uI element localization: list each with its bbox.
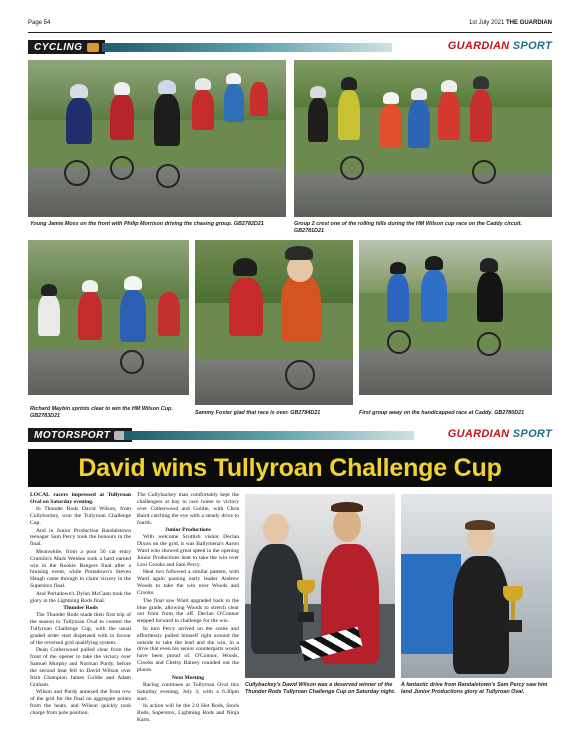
article-paragraph: Dean Cotherwood pulled clear from the front of the opener to take the victory over Samuel Murphy and Norman Purdy, before the second heat fell to David Wilson over Irish Champion James Goldie and Adam Graham. bbox=[30, 647, 131, 688]
caption-photo-1: Young Jamie Moss on the front with Philip Morrison driving the chasing group. GB2782D21 bbox=[30, 221, 264, 227]
subheading: Junior Productions bbox=[165, 527, 211, 534]
headline: David wins Tullyroan Challenge Cup bbox=[78, 453, 502, 482]
page-header bbox=[28, 18, 552, 30]
article-paragraph: Meanwhile, from a poor 50 car entry Crumlin's Mark Weldon took a hard earned win in the Rookie Bangers final after a bruising event, while Portadown's Steven Haugh came through to claim victory in the Superstox final. bbox=[30, 548, 131, 590]
article-paragraph: Racing continues at Tullyroan Oval this Saturday evening, July 3, with a 6.30pm start. bbox=[137, 681, 239, 702]
subheading: Thunder Rods bbox=[63, 605, 98, 611]
caption-photo-7: A fantastic drive from Randalstown's Sam Percy saw him land Junior Productions glory at Tullyroan Oval. bbox=[401, 682, 548, 695]
cycling-tag-label: CYCLING bbox=[34, 41, 83, 53]
issue-date bbox=[469, 20, 552, 26]
date-text: 1st July 2021 bbox=[468, 20, 505, 26]
header-rule bbox=[28, 32, 552, 33]
article-paragraph: In Thunder Rods David Wilson, from Cullybackey, won the Tullyroan Challenge Cup. bbox=[30, 506, 131, 527]
cycling-section-bar bbox=[28, 40, 552, 54]
section-gradient bbox=[102, 43, 392, 52]
section-gradient bbox=[124, 431, 414, 440]
article-paragraph: The Cullybackey man comfortably kept the challengers at bay to race home to victory over Cotherwood and Goldie, with Chris Baird catching the eye with a steady drive to fourth. bbox=[137, 492, 239, 526]
caption-photo-5: First group away on the handicapped race at Caddy. GB2780D21 bbox=[359, 410, 525, 416]
trophy-icon bbox=[501, 586, 525, 634]
trophy-icon bbox=[295, 580, 317, 624]
motorsport-tag bbox=[28, 428, 132, 442]
article-paragraph: Wilson and Purdy annexed the front row of the grid for the final on aggregate points from the heats, and Wilson quickly took charge from pole position. bbox=[30, 689, 131, 717]
page-number: Page 54 bbox=[28, 20, 51, 26]
article-column-2 bbox=[137, 492, 239, 724]
brand-guardian: GUARDIAN bbox=[447, 40, 510, 52]
photo-maybin-sprint bbox=[28, 240, 189, 395]
headline-bar bbox=[28, 449, 552, 487]
caption-photo-3: Richard Maybin sprints clear to win the HM Wilson Cup. GB2783D21 bbox=[30, 406, 173, 419]
photo-sammy-foster bbox=[195, 240, 353, 405]
brand-sport: SPORT bbox=[512, 428, 552, 440]
photo-david-wilson-trophy bbox=[245, 494, 395, 678]
motorsport-section-bar bbox=[28, 428, 552, 442]
brand-guardian: GUARDIAN bbox=[447, 428, 510, 440]
article-paragraph: With welcome Scottish visitor Declan Dixon on the grid, it was Ballymena's Aaron Ward who showed great speed in the opening Junior Productions heat to take the win over Lexi Crooks and Sam Percy. bbox=[137, 534, 239, 569]
guardian-sport-logo bbox=[448, 40, 552, 52]
article-paragraph: The final saw Ward upgraded back to the blue grade, allowing Woods to stretch clear out front from the off. Declan O'Connor stepped forward to challenge for the win. bbox=[137, 597, 239, 625]
photo-sam-percy-trophy bbox=[401, 494, 552, 678]
caption-photo-4: Sammy Foster glad that race is over. GB2784D21 bbox=[195, 410, 321, 416]
photo-cyclists-group-1 bbox=[28, 60, 286, 217]
photo-cyclists-group-2 bbox=[294, 60, 552, 217]
article-paragraph: In turn Percy arrived on the scene and effortlessly pulled himself right around the outside to take the lead and the win, in a drive that even his senior counterparts would have been proud of. O'Connor, Woods, Crooks and Chelsy Rainey rounded out the places. bbox=[137, 625, 239, 674]
article-column-1 bbox=[30, 492, 131, 718]
motorsport-tag-label: MOTORSPORT bbox=[34, 429, 111, 441]
photo-first-group-away bbox=[359, 240, 552, 395]
lead-text: LOCAL racers impressed at Tullyroan Oval on Saturday evening. bbox=[30, 492, 131, 505]
article-paragraph bbox=[30, 492, 131, 506]
article-paragraph: In action will be the 2.0 Hot Rods, Stock Rods, Superstox, Lightning Rods and Ninja Karts. bbox=[137, 703, 239, 723]
subheading: Next Meeting bbox=[171, 674, 205, 681]
article-paragraph: And in Junior Production Randalstown teenager Sam Percy took the honours in the final. bbox=[30, 527, 131, 548]
article-paragraph: The Thunder Rods made their first trip of the season to Tullyroan Oval to contest the Tullyroan Challenge Cup, with the usual graded order start dispensed with in favour of the reversed grid qualifying system. bbox=[30, 612, 131, 647]
article-paragraph: And Portadown's Dylan McCann took the glory in the Lightning Rods final. bbox=[30, 590, 131, 604]
guardian-sport-logo bbox=[448, 428, 552, 440]
caption-photo-6: Cullybackey's David Wilson was a deserved winner of the Thunder Rods Tullyroan Challenge Cup on Saturday night. bbox=[245, 682, 396, 695]
cycling-tag bbox=[28, 40, 105, 54]
caption-photo-2: Group 2 crest one of the rolling hills during the HM Wilson cup race on the Caddy circuit. GB2781D21 bbox=[294, 221, 522, 234]
bicycle-icon bbox=[87, 43, 99, 52]
article-paragraph: Heat two followed a similar pattern, with Ward again passing early leader Andrew Woods to take the win over Woods and Crooks. bbox=[137, 569, 239, 597]
paper-name: THE GUARDIAN bbox=[506, 20, 552, 26]
brand-sport: SPORT bbox=[512, 40, 552, 52]
